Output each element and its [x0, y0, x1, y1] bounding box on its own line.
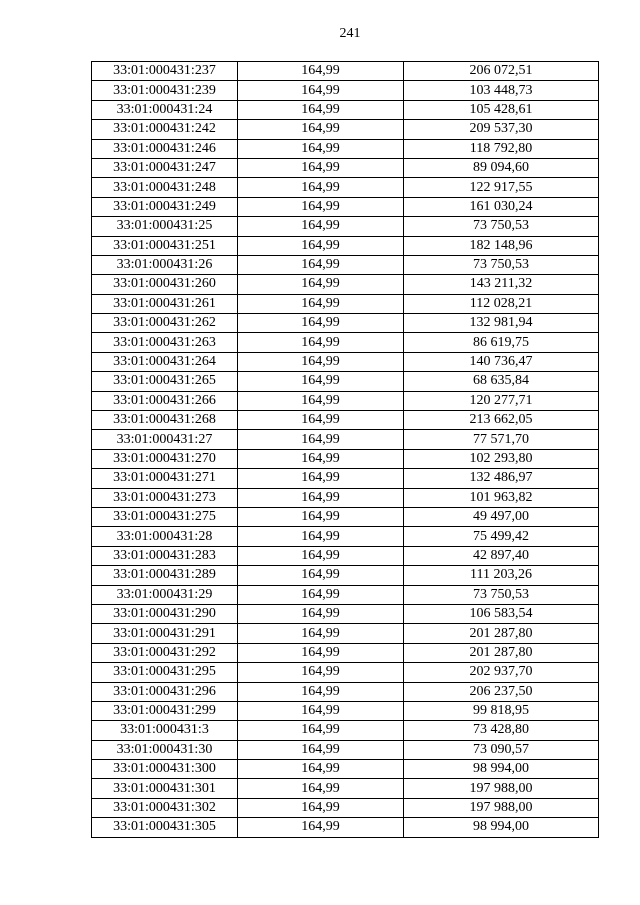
rate-cell: 164,99	[238, 62, 404, 81]
table-row	[92, 236, 599, 255]
rate-cell: 164,99	[238, 740, 404, 759]
table-row	[92, 488, 599, 507]
rate-cell: 164,99	[238, 779, 404, 798]
cadastral-number-cell: 33:01:000431:260	[92, 275, 238, 294]
cadastral-number-cell: 33:01:000431:251	[92, 236, 238, 255]
cadastral-value-cell: 73 750,53	[404, 255, 599, 274]
rate-cell: 164,99	[238, 546, 404, 565]
cadastral-number-cell: 33:01:000431:26	[92, 255, 238, 274]
cadastral-value-cell: 140 736,47	[404, 352, 599, 371]
rate-cell: 164,99	[238, 391, 404, 410]
rate-cell: 164,99	[238, 663, 404, 682]
rate-cell: 164,99	[238, 798, 404, 817]
cadastral-value-cell: 197 988,00	[404, 779, 599, 798]
cadastral-value-cell: 99 818,95	[404, 701, 599, 720]
table-row	[92, 507, 599, 526]
table-row	[92, 527, 599, 546]
cadastral-value-cell: 105 428,61	[404, 100, 599, 119]
rate-cell: 164,99	[238, 314, 404, 333]
rate-cell: 164,99	[238, 469, 404, 488]
rate-cell: 164,99	[238, 682, 404, 701]
page-number: 241	[339, 26, 361, 41]
table-row	[92, 372, 599, 391]
table-row	[92, 740, 599, 759]
table-row	[92, 294, 599, 313]
cadastral-value-cell: 75 499,42	[404, 527, 599, 546]
rate-cell: 164,99	[238, 158, 404, 177]
cadastral-number-cell: 33:01:000431:266	[92, 391, 238, 410]
cadastral-value-cell: 206 237,50	[404, 682, 599, 701]
rate-cell: 164,99	[238, 236, 404, 255]
cadastral-number-cell: 33:01:000431:264	[92, 352, 238, 371]
table-row	[92, 643, 599, 662]
table-row	[92, 760, 599, 779]
cadastral-number-cell: 33:01:000431:289	[92, 566, 238, 585]
cadastral-number-cell: 33:01:000431:305	[92, 818, 238, 837]
cadastral-number-cell: 33:01:000431:29	[92, 585, 238, 604]
cadastral-value-cell: 112 028,21	[404, 294, 599, 313]
cadastral-number-cell: 33:01:000431:30	[92, 740, 238, 759]
cadastral-number-cell: 33:01:000431:273	[92, 488, 238, 507]
rate-cell: 164,99	[238, 178, 404, 197]
cadastral-number-cell: 33:01:000431:261	[92, 294, 238, 313]
cadastral-value-cell: 201 287,80	[404, 624, 599, 643]
table-row	[92, 546, 599, 565]
table-row	[92, 139, 599, 158]
cadastral-value-cell: 98 994,00	[404, 760, 599, 779]
cadastral-value-cell: 89 094,60	[404, 158, 599, 177]
table-row	[92, 352, 599, 371]
table-row	[92, 314, 599, 333]
table-row	[92, 566, 599, 585]
table-row	[92, 255, 599, 274]
rate-cell: 164,99	[238, 604, 404, 623]
table-row	[92, 818, 599, 837]
table-row	[92, 798, 599, 817]
rate-cell: 164,99	[238, 624, 404, 643]
cadastral-value-cell: 73 428,80	[404, 721, 599, 740]
rate-cell: 164,99	[238, 566, 404, 585]
table-row	[92, 430, 599, 449]
rate-cell: 164,99	[238, 372, 404, 391]
cadastral-value-cell: 182 148,96	[404, 236, 599, 255]
cadastral-number-cell: 33:01:000431:283	[92, 546, 238, 565]
rate-cell: 164,99	[238, 527, 404, 546]
cadastral-value-cell: 197 988,00	[404, 798, 599, 817]
rate-cell: 164,99	[238, 217, 404, 236]
cadastral-value-cell: 132 486,97	[404, 469, 599, 488]
cadastral-number-cell: 33:01:000431:25	[92, 217, 238, 236]
table-row	[92, 411, 599, 430]
cadastral-value-cell: 120 277,71	[404, 391, 599, 410]
table-row	[92, 604, 599, 623]
table-body	[92, 62, 599, 838]
cadastral-number-cell: 33:01:000431:3	[92, 721, 238, 740]
rate-cell: 164,99	[238, 352, 404, 371]
table-row	[92, 682, 599, 701]
cadastral-value-cell: 86 619,75	[404, 333, 599, 352]
cadastral-value-cell: 49 497,00	[404, 507, 599, 526]
cadastral-number-cell: 33:01:000431:299	[92, 701, 238, 720]
cadastral-number-cell: 33:01:000431:237	[92, 62, 238, 81]
cadastral-value-cell: 106 583,54	[404, 604, 599, 623]
cadastral-value-cell: 77 571,70	[404, 430, 599, 449]
cadastral-value-cell: 122 917,55	[404, 178, 599, 197]
cadastral-value-cell: 206 072,51	[404, 62, 599, 81]
cadastral-number-cell: 33:01:000431:28	[92, 527, 238, 546]
cadastral-value-cell: 103 448,73	[404, 81, 599, 100]
cadastral-value-cell: 201 287,80	[404, 643, 599, 662]
cadastral-number-cell: 33:01:000431:301	[92, 779, 238, 798]
cadastral-number-cell: 33:01:000431:302	[92, 798, 238, 817]
table-row	[92, 275, 599, 294]
rate-cell: 164,99	[238, 255, 404, 274]
table-row	[92, 158, 599, 177]
table-row	[92, 779, 599, 798]
table-row	[92, 81, 599, 100]
cadastral-number-cell: 33:01:000431:248	[92, 178, 238, 197]
rate-cell: 164,99	[238, 643, 404, 662]
cadastral-value-cell: 209 537,30	[404, 120, 599, 139]
cadastral-number-cell: 33:01:000431:262	[92, 314, 238, 333]
cadastral-number-cell: 33:01:000431:291	[92, 624, 238, 643]
table-row	[92, 178, 599, 197]
rate-cell: 164,99	[238, 294, 404, 313]
cadastral-number-cell: 33:01:000431:296	[92, 682, 238, 701]
cadastral-value-cell: 202 937,70	[404, 663, 599, 682]
rate-cell: 164,99	[238, 100, 404, 119]
cadastral-number-cell: 33:01:000431:246	[92, 139, 238, 158]
cadastral-number-cell: 33:01:000431:292	[92, 643, 238, 662]
cadastral-value-cell: 213 662,05	[404, 411, 599, 430]
cadastral-value-cell: 73 750,53	[404, 585, 599, 604]
cadastral-value-cell: 73 090,57	[404, 740, 599, 759]
table-row	[92, 663, 599, 682]
rate-cell: 164,99	[238, 585, 404, 604]
rate-cell: 164,99	[238, 81, 404, 100]
table-row	[92, 721, 599, 740]
cadastral-number-cell: 33:01:000431:290	[92, 604, 238, 623]
table-row	[92, 197, 599, 216]
cadastral-value-cell: 101 963,82	[404, 488, 599, 507]
cadastral-value-cell: 42 897,40	[404, 546, 599, 565]
rate-cell: 164,99	[238, 197, 404, 216]
cadastral-number-cell: 33:01:000431:295	[92, 663, 238, 682]
cadastral-number-cell: 33:01:000431:263	[92, 333, 238, 352]
cadastral-value-table	[91, 61, 599, 838]
rate-cell: 164,99	[238, 275, 404, 294]
cadastral-value-cell: 68 635,84	[404, 372, 599, 391]
table-row	[92, 100, 599, 119]
table-row	[92, 449, 599, 468]
rate-cell: 164,99	[238, 721, 404, 740]
table-row	[92, 217, 599, 236]
cadastral-value-cell: 143 211,32	[404, 275, 599, 294]
table-row	[92, 333, 599, 352]
table-row	[92, 701, 599, 720]
rate-cell: 164,99	[238, 701, 404, 720]
table-row	[92, 624, 599, 643]
rate-cell: 164,99	[238, 333, 404, 352]
rate-cell: 164,99	[238, 430, 404, 449]
cadastral-value-cell: 102 293,80	[404, 449, 599, 468]
cadastral-value-cell: 98 994,00	[404, 818, 599, 837]
rate-cell: 164,99	[238, 139, 404, 158]
cadastral-number-cell: 33:01:000431:247	[92, 158, 238, 177]
cadastral-number-cell: 33:01:000431:249	[92, 197, 238, 216]
cadastral-value-cell: 73 750,53	[404, 217, 599, 236]
cadastral-number-cell: 33:01:000431:265	[92, 372, 238, 391]
cadastral-number-cell: 33:01:000431:300	[92, 760, 238, 779]
rate-cell: 164,99	[238, 449, 404, 468]
rate-cell: 164,99	[238, 488, 404, 507]
cadastral-value-cell: 111 203,26	[404, 566, 599, 585]
cadastral-number-cell: 33:01:000431:275	[92, 507, 238, 526]
cadastral-number-cell: 33:01:000431:27	[92, 430, 238, 449]
rate-cell: 164,99	[238, 818, 404, 837]
rate-cell: 164,99	[238, 760, 404, 779]
table-row	[92, 120, 599, 139]
cadastral-number-cell: 33:01:000431:24	[92, 100, 238, 119]
cadastral-number-cell: 33:01:000431:239	[92, 81, 238, 100]
cadastral-number-cell: 33:01:000431:242	[92, 120, 238, 139]
cadastral-number-cell: 33:01:000431:271	[92, 469, 238, 488]
table-row	[92, 585, 599, 604]
rate-cell: 164,99	[238, 507, 404, 526]
cadastral-value-cell: 118 792,80	[404, 139, 599, 158]
cadastral-value-cell: 161 030,24	[404, 197, 599, 216]
cadastral-number-cell: 33:01:000431:268	[92, 411, 238, 430]
table-row	[92, 391, 599, 410]
cadastral-number-cell: 33:01:000431:270	[92, 449, 238, 468]
table-row	[92, 469, 599, 488]
rate-cell: 164,99	[238, 120, 404, 139]
table-row	[92, 62, 599, 81]
cadastral-value-cell: 132 981,94	[404, 314, 599, 333]
rate-cell: 164,99	[238, 411, 404, 430]
